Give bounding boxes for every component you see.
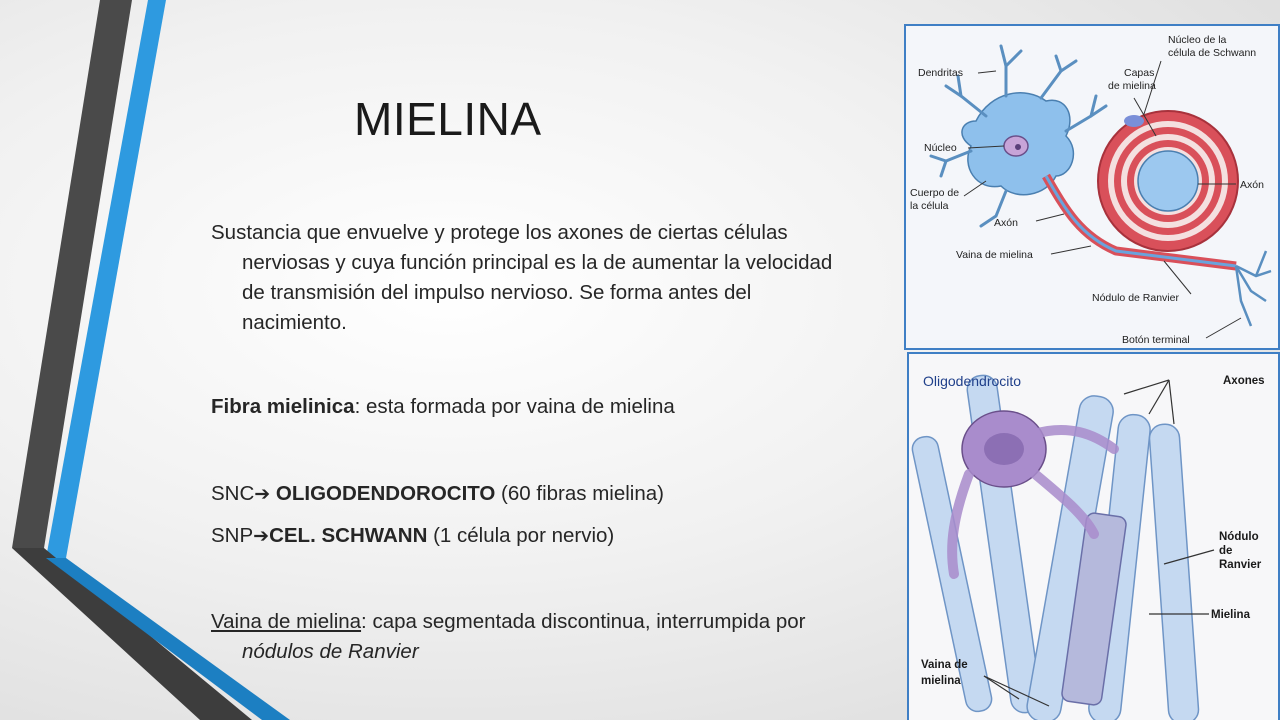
vaina-italic: nódulos de Ranvier [242, 640, 419, 663]
snc-label: SNC [211, 482, 255, 505]
label-schwann-2: célula de Schwann [1168, 47, 1257, 59]
vaina-text: : capa segmentada discontinua, interrumpida por [361, 610, 806, 633]
label-axones: Axones [1223, 375, 1265, 387]
oligodendrocyte-figure [907, 352, 1280, 720]
label-nodulo-3: Ranvier [1219, 559, 1262, 571]
label-nodulo-1: Nódulo [1219, 531, 1259, 543]
fibra-paragraph [211, 392, 675, 422]
vaina-paragraph [211, 607, 852, 667]
snp-term: CEL. SCHWANN [269, 524, 428, 547]
arrow-icon: ➔ [254, 483, 271, 505]
label-boton: Botón terminal [1122, 334, 1190, 346]
label-schwann-1: Núcleo de la [1168, 34, 1227, 46]
label-cuerpo-2: la célula [910, 200, 949, 212]
label-ranvier: Nódulo de Ranvier [1092, 292, 1179, 304]
label-vaina: Vaina de mielina [956, 249, 1033, 261]
label-capas-2: de mielina [1108, 80, 1156, 92]
slide-title: MIELINA [354, 93, 542, 145]
label-vaina-2: mielina [921, 675, 961, 687]
label-dendritas: Dendritas [918, 67, 963, 79]
snp-paragraph [211, 521, 614, 551]
snc-paragraph [211, 479, 664, 509]
snc-text: (60 fibras mielina) [495, 482, 664, 505]
label-axon-right: Axón [1240, 179, 1264, 191]
label-capas-1: Capas [1124, 67, 1155, 79]
label-nodulo-2: de [1219, 545, 1233, 557]
arrow-icon: ➔ [253, 525, 270, 547]
label-axon-left: Axón [994, 217, 1018, 229]
fibra-text: : esta formada por vaina de mielina [354, 395, 675, 418]
label-mielina: Mielina [1211, 609, 1250, 621]
snc-term: OLIGODENDOROCITO [275, 482, 496, 505]
label-cuerpo-1: Cuerpo de [910, 187, 960, 199]
snp-text: (1 célula por nervio) [427, 524, 615, 547]
definition-paragraph: Sustancia que envuelve y protege los axones de ciertas células nerviosas y cuya función principal es la de aumentar la velocidad de transmisión del impulso nervioso. Se forma antes del nacimiento. [211, 221, 833, 334]
label-oligo: Oligodendrocito [923, 373, 1022, 389]
label-vaina-1: Vaina de [921, 659, 968, 671]
fibra-term: Fibra mielinica [211, 395, 355, 418]
neuron-figure [904, 24, 1280, 350]
oligodendrocyte-diagram [909, 354, 1278, 720]
neuron-diagram [906, 26, 1278, 348]
snp-label: SNP [211, 524, 254, 547]
vaina-term: Vaina de mielina [211, 610, 362, 633]
label-nucleo: Núcleo [924, 142, 957, 154]
